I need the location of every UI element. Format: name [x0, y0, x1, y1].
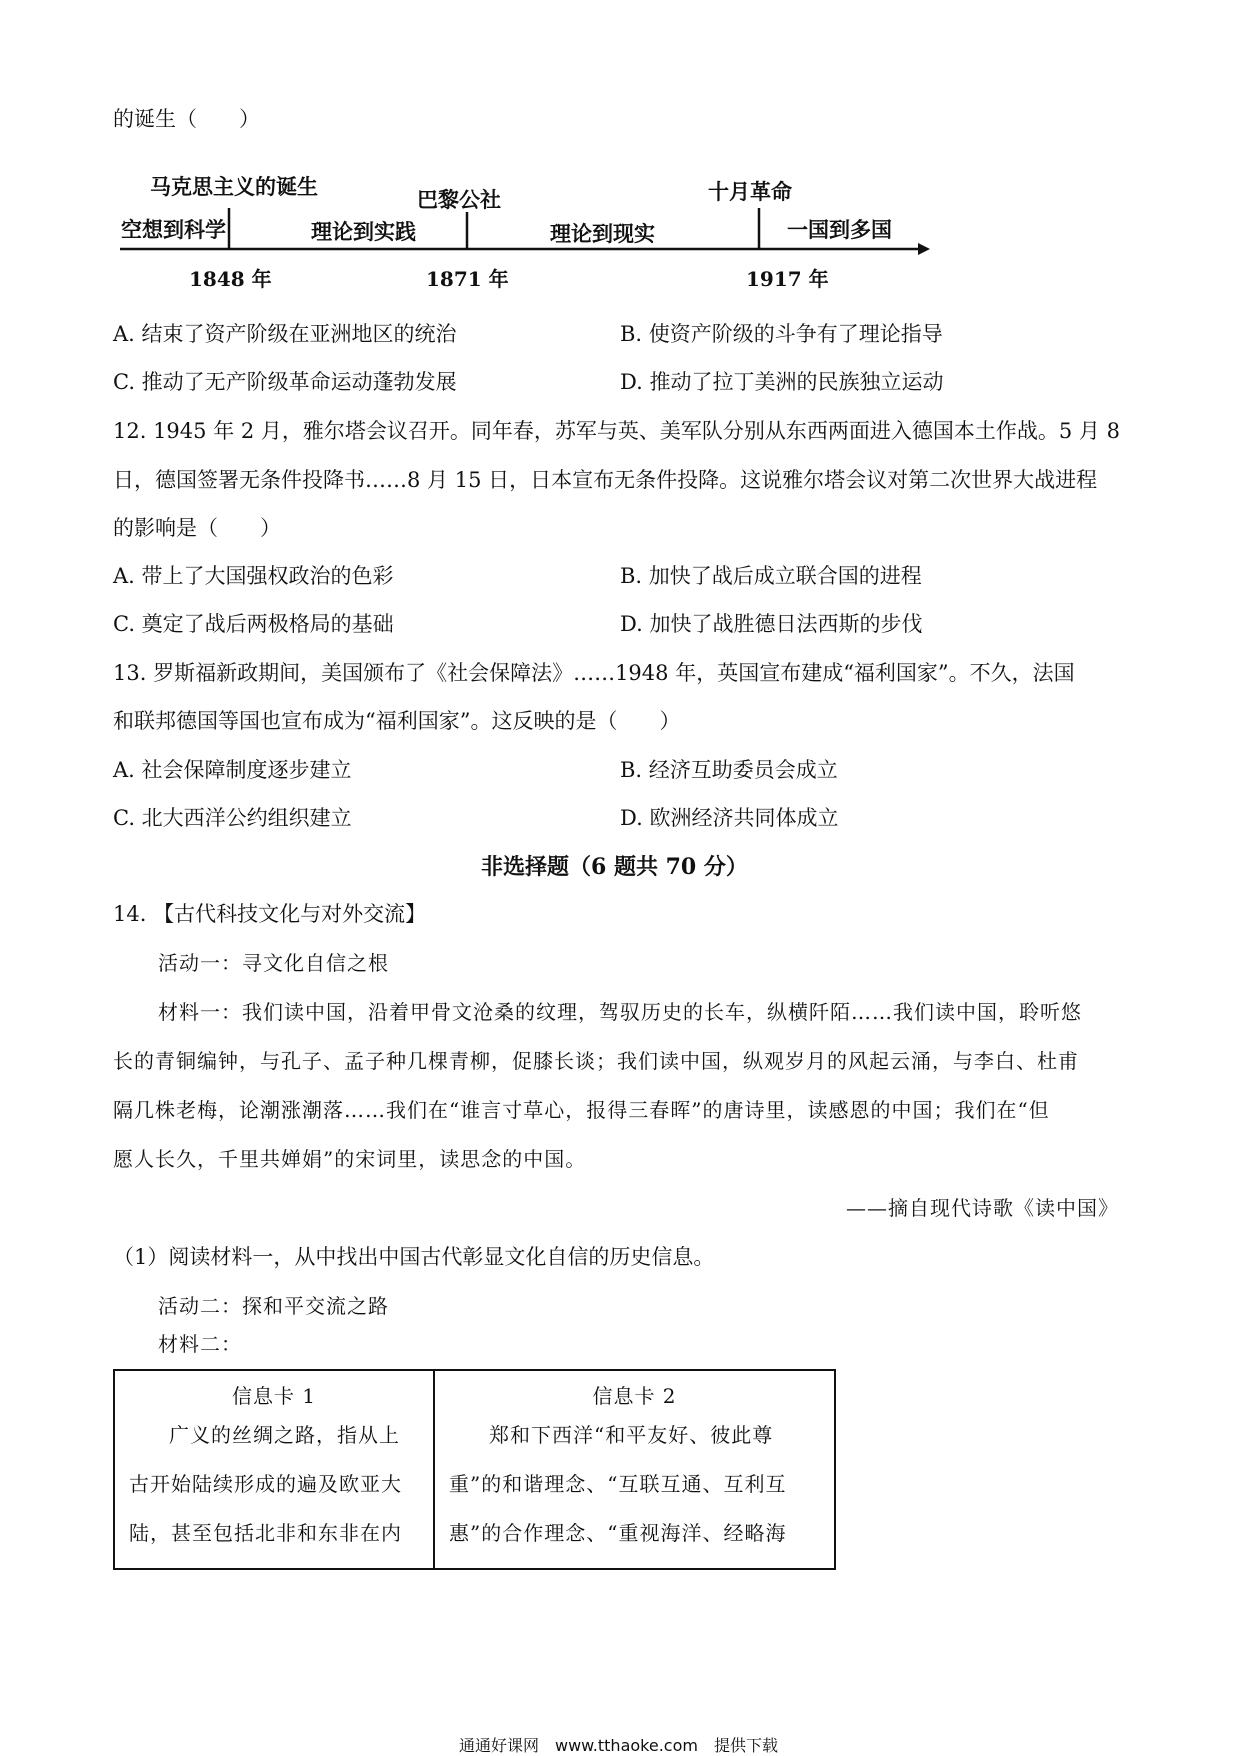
material-1-line: 隔几株老梅，论潮涨潮落……我们在“谁言寸草心，报得三春晖”的唐诗里，读感恩的中国；我们在“但 [113, 1098, 1050, 1122]
info-card-1 [114, 1370, 434, 1569]
material-1-line: 愿人长久，千里共婵娟”的宋词里，读思念的中国。 [113, 1147, 587, 1171]
timeline-label-october: 十月革命 [708, 180, 792, 204]
timeline-label-theory-reality: 理论到现实 [550, 222, 655, 246]
q13-option-b: B. 经济互助委员会成立 [620, 758, 838, 782]
timeline-axis [0, 0, 1240, 300]
q12-stem-line: 日，德国签署无条件投降书……8 月 15 日，日本宣布无条件投降。这说雅尔塔会议对第二次世界大战进程 [113, 468, 1098, 492]
q12-option-d: D. 加快了战胜德日法西斯的步伐 [620, 612, 923, 636]
timeline-label-theory-practice: 理论到实践 [311, 220, 416, 244]
q12-option-a: A. 带上了大国强权政治的色彩 [113, 564, 394, 588]
sub-question-1: （1）阅读材料一，从中找出中国古代彰显文化自信的历史信息。 [113, 1245, 715, 1269]
page-footer: 通通好课网 www.tthaoke.com 提供下载 [459, 1736, 778, 1755]
material-1-line: 材料一：我们读中国，沿着甲骨文沧桑的纹理，驾驭历史的长车，纵横阡陌……我们读中国，聆听悠 [158, 1000, 1082, 1024]
timeline-label-marx: 马克思主义的诞生 [150, 175, 318, 199]
material-1-source: ——摘自现代诗歌《读中国》 [846, 1196, 1119, 1220]
q13-option-d: D. 欧洲经济共同体成立 [620, 806, 839, 830]
info-card-2-text: 郑和下西洋“和平友好、彼此尊重”的和谐理念、“互联互通、互利互惠”的合作理念、“重视海洋、经略海 [449, 1423, 787, 1545]
q13-option-a: A. 社会保障制度逐步建立 [113, 758, 352, 782]
q13-option-c: C. 北大西洋公约组织建立 [113, 806, 352, 830]
section-title: 非选择题（6 题共 70 分） [481, 854, 748, 880]
q11-option-d: D. 推动了拉丁美洲的民族独立运动 [620, 370, 944, 394]
question-continuation: 的诞生（ ） [113, 107, 260, 131]
q14-heading: 14. 【古代科技文化与对外交流】 [113, 902, 427, 926]
q11-option-a: A. 结束了资产阶级在亚洲地区的统治 [113, 322, 457, 346]
timeline-year-1871: 1871 年 [426, 267, 509, 291]
q12-option-c: C. 奠定了战后两极格局的基础 [113, 612, 394, 636]
timeline-year-1848: 1848 年 [189, 267, 272, 291]
info-cards-table [113, 1369, 836, 1570]
material-1-line: 长的青铜编钟，与孔子、孟子种几棵青柳，促膝长谈；我们读中国，纵观岁月的风起云涌，与李白、杜甫 [113, 1049, 1079, 1073]
activity-2-title: 活动二：探和平交流之路 [158, 1294, 389, 1318]
timeline-year-1917: 1917 年 [746, 267, 829, 291]
info-card-1-text: 广义的丝绸之路，指从上古开始陆续形成的遍及欧亚大陆，甚至包括北非和东非在内 [129, 1423, 402, 1545]
timeline-label-paris: 巴黎公社 [417, 188, 501, 212]
q12-stem-line: 的影响是（ ） [113, 516, 281, 540]
activity-1-title: 活动一：寻文化自信之根 [158, 951, 389, 975]
info-card-2-title: 信息卡 2 [592, 1384, 677, 1408]
timeline-label-one-to-many: 一国到多国 [787, 218, 892, 242]
q12-option-b: B. 加快了战后成立联合国的进程 [620, 564, 922, 588]
q11-option-b: B. 使资产阶级的斗争有了理论指导 [620, 322, 943, 346]
q13-stem-line: 和联邦德国等国也宣布成为“福利国家”。这反映的是（ ） [113, 709, 681, 733]
material-2-label: 材料二： [158, 1332, 242, 1356]
info-card-1-title: 信息卡 1 [231, 1384, 317, 1408]
q12-stem-line: 12. 1945 年 2 月，雅尔塔会议召开。同年春，苏军与英、美军队分别从东西两面进入德国本土作战。5 月 8 [113, 419, 1120, 443]
q11-option-c: C. 推动了无产阶级革命运动蓬勃发展 [113, 370, 457, 394]
info-card-2 [434, 1370, 835, 1569]
timeline-label-utopia: 空想到科学 [121, 218, 226, 242]
q13-stem-line: 13. 罗斯福新政期间，美国颁布了《社会保障法》……1948 年，英国宣布建成“福利国家”。不久，法国 [113, 661, 1075, 685]
